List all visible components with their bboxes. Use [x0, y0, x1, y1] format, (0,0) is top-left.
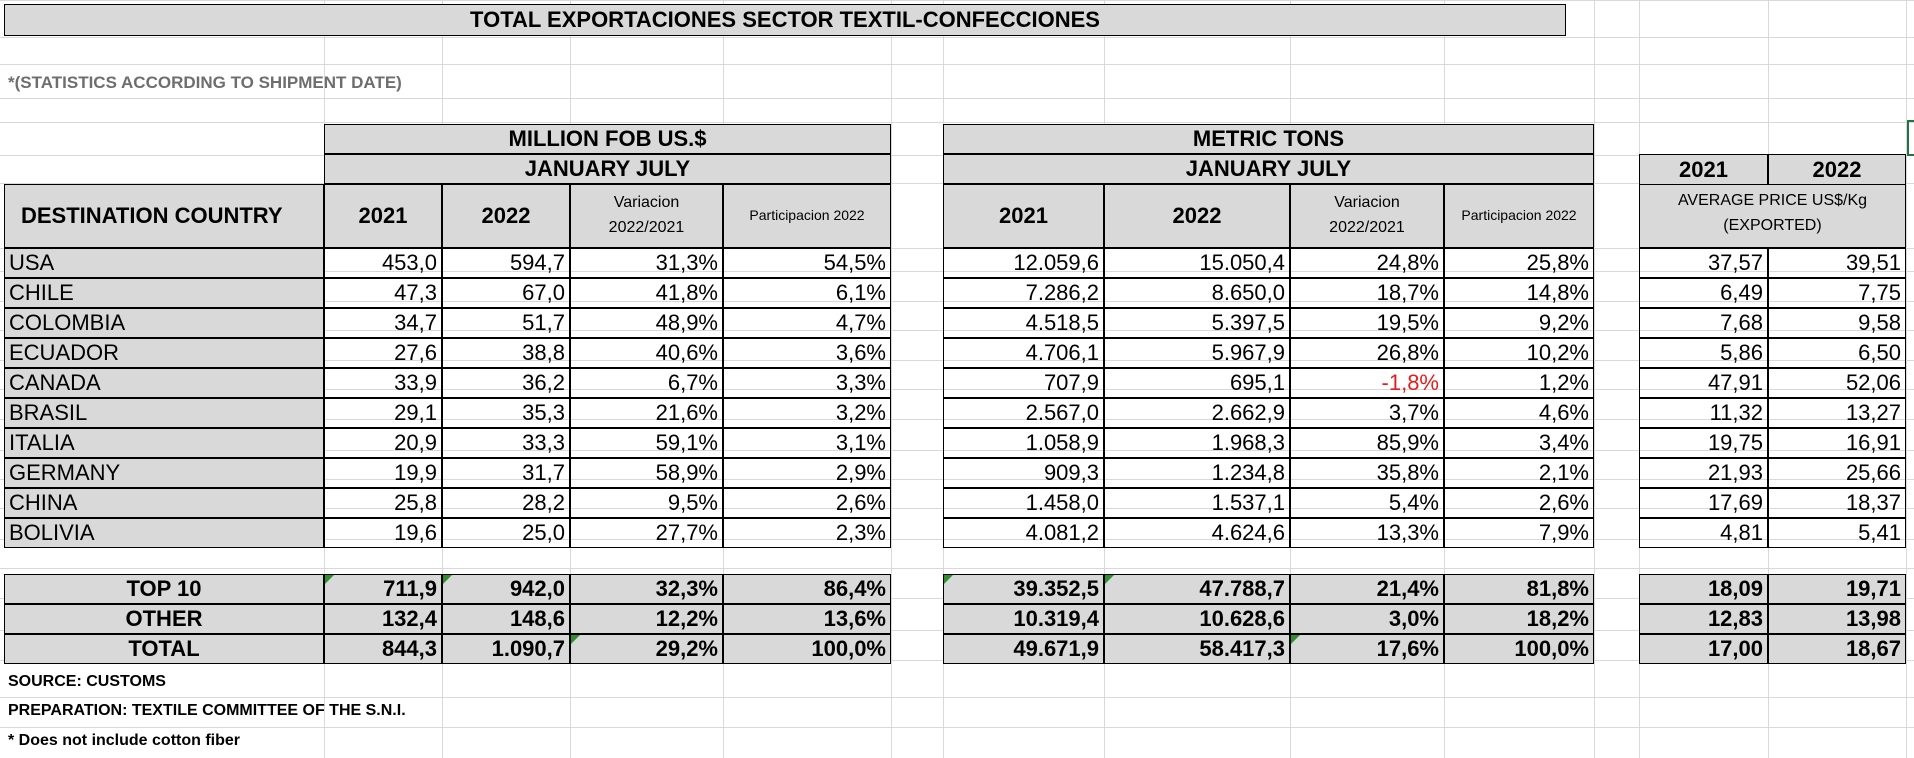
avg-total-cell[interactable]: 18,09 — [1639, 574, 1768, 604]
tons-group-header[interactable]: METRIC TONS — [943, 124, 1594, 154]
gridline-vertical — [1594, 0, 1595, 758]
avg-price-cell[interactable]: 17,69 — [1639, 488, 1768, 518]
report-title[interactable]: TOTAL EXPORTACIONES SECTOR TEXTIL-CONFECCIONES — [4, 4, 1566, 36]
avg-total-cell[interactable]: 17,00 — [1639, 634, 1768, 664]
totals-label-cell[interactable]: TOTAL — [4, 634, 324, 664]
fob-value-cell[interactable]: 67,0 — [442, 278, 570, 308]
tons-total-cell[interactable]: 49.671,9 — [943, 634, 1104, 664]
fob-value-cell[interactable]: 2,3% — [723, 518, 891, 548]
tons-value-cell[interactable]: 2,6% — [1444, 488, 1594, 518]
tons-value-cell[interactable]: 5.967,9 — [1104, 338, 1290, 368]
tons-value-cell[interactable]: 7,9% — [1444, 518, 1594, 548]
avg-price-header[interactable]: AVERAGE PRICE US$/Kg (EXPORTED) — [1639, 184, 1906, 248]
tons-value-cell[interactable]: 19,5% — [1290, 308, 1444, 338]
fob-value-cell[interactable]: 27,6 — [324, 338, 442, 368]
destination-country-header[interactable]: DESTINATION COUNTRY — [4, 184, 324, 248]
avg-price-cell[interactable]: 11,32 — [1639, 398, 1768, 428]
statistics-note[interactable]: *(STATISTICS ACCORDING TO SHIPMENT DATE) — [8, 73, 402, 92]
country-cell[interactable]: USA — [4, 248, 324, 278]
avg-total-cell[interactable]: 13,98 — [1768, 604, 1906, 634]
tons-value-cell[interactable]: 2.662,9 — [1104, 398, 1290, 428]
fob-value-cell[interactable]: 40,6% — [570, 338, 723, 368]
tons-value-cell[interactable]: 909,3 — [943, 458, 1104, 488]
fob-value-cell[interactable]: 38,8 — [442, 338, 570, 368]
fob-total-cell[interactable]: 100,0% — [723, 634, 891, 664]
fob-value-cell[interactable]: 21,6% — [570, 398, 723, 428]
fob-total-cell[interactable]: 844,3 — [324, 634, 442, 664]
tons-value-cell[interactable]: 85,9% — [1290, 428, 1444, 458]
preparation-note[interactable]: PREPARATION: TEXTILE COMMITTEE OF THE S.N.I. — [8, 702, 406, 719]
tons-total-cell[interactable]: 17,6% — [1290, 634, 1444, 664]
fob-value-cell[interactable]: 3,6% — [723, 338, 891, 368]
avg-price-cell[interactable]: 47,91 — [1639, 368, 1768, 398]
fob-total-cell[interactable]: 12,2% — [570, 604, 723, 634]
fob-value-cell[interactable]: 19,6 — [324, 518, 442, 548]
country-cell[interactable]: ECUADOR — [4, 338, 324, 368]
fob-total-cell[interactable]: 711,9 — [324, 574, 442, 604]
tons-value-cell[interactable]: 35,8% — [1290, 458, 1444, 488]
avg-total-cell[interactable]: 12,83 — [1639, 604, 1768, 634]
fob-value-cell[interactable]: 9,5% — [570, 488, 723, 518]
tons-col-header-3[interactable]: Participacion 2022 — [1444, 184, 1594, 248]
country-cell[interactable]: COLOMBIA — [4, 308, 324, 338]
tons-value-cell[interactable]: 18,7% — [1290, 278, 1444, 308]
fob-group-header[interactable]: MILLION FOB US.$ — [324, 124, 891, 154]
avg-price-cell[interactable]: 18,37 — [1768, 488, 1906, 518]
fob-value-cell[interactable]: 3,2% — [723, 398, 891, 428]
country-cell[interactable]: BOLIVIA — [4, 518, 324, 548]
avg-price-cell[interactable]: 39,51 — [1768, 248, 1906, 278]
tons-total-cell[interactable]: 39.352,5 — [943, 574, 1104, 604]
fob-value-cell[interactable]: 19,9 — [324, 458, 442, 488]
comment-indicator-icon — [1291, 635, 1300, 644]
tons-value-cell[interactable]: 26,8% — [1290, 338, 1444, 368]
avg-price-cell[interactable]: 13,27 — [1768, 398, 1906, 428]
fob-value-cell[interactable]: 29,1 — [324, 398, 442, 428]
tons-col-header-2[interactable]: Variacion 2022/2021 — [1290, 184, 1444, 248]
tons-value-cell[interactable]: -1,8% — [1290, 368, 1444, 398]
fob-total-cell[interactable]: 29,2% — [570, 634, 723, 664]
cell-selection-marker — [1907, 120, 1914, 156]
tons-value-cell[interactable]: 1.537,1 — [1104, 488, 1290, 518]
fob-value-cell[interactable]: 594,7 — [442, 248, 570, 278]
fob-value-cell[interactable]: 33,9 — [324, 368, 442, 398]
comment-indicator-icon — [944, 575, 953, 584]
tons-col-header-1[interactable]: 2022 — [1104, 184, 1290, 248]
tons-value-cell[interactable]: 1.458,0 — [943, 488, 1104, 518]
tons-total-cell[interactable]: 81,8% — [1444, 574, 1594, 604]
fob-value-cell[interactable]: 35,3 — [442, 398, 570, 428]
fob-value-cell[interactable]: 6,1% — [723, 278, 891, 308]
fob-total-cell[interactable]: 942,0 — [442, 574, 570, 604]
avg-price-cell[interactable]: 9,58 — [1768, 308, 1906, 338]
tons-value-cell[interactable]: 24,8% — [1290, 248, 1444, 278]
gridline-horizontal — [0, 0, 1914, 1]
gridline-horizontal — [0, 568, 1914, 569]
gridline-vertical — [1906, 0, 1907, 758]
fob-value-cell[interactable]: 453,0 — [324, 248, 442, 278]
gridline-vertical — [891, 0, 892, 758]
fob-total-cell[interactable]: 1.090,7 — [442, 634, 570, 664]
fob-value-cell[interactable]: 47,3 — [324, 278, 442, 308]
country-cell[interactable]: CHILE — [4, 278, 324, 308]
fob-value-cell[interactable]: 34,7 — [324, 308, 442, 338]
tons-value-cell[interactable]: 14,8% — [1444, 278, 1594, 308]
fob-value-cell[interactable]: 58,9% — [570, 458, 723, 488]
fob-value-cell[interactable]: 31,3% — [570, 248, 723, 278]
avg-price-cell[interactable]: 6,50 — [1768, 338, 1906, 368]
tons-value-cell[interactable]: 3,4% — [1444, 428, 1594, 458]
fob-value-cell[interactable]: 3,1% — [723, 428, 891, 458]
country-cell[interactable]: CANADA — [4, 368, 324, 398]
fob-value-cell[interactable]: 25,8 — [324, 488, 442, 518]
tons-value-cell[interactable]: 4.081,2 — [943, 518, 1104, 548]
tons-value-cell[interactable]: 10,2% — [1444, 338, 1594, 368]
footnote[interactable]: * Does not include cotton fiber — [8, 732, 241, 749]
fob-value-cell[interactable]: 3,3% — [723, 368, 891, 398]
gridline-horizontal — [0, 98, 1914, 99]
avg-price-cell[interactable]: 21,93 — [1639, 458, 1768, 488]
avg-price-cell[interactable]: 6,49 — [1639, 278, 1768, 308]
fob-total-cell[interactable]: 32,3% — [570, 574, 723, 604]
tons-value-cell[interactable]: 7.286,2 — [943, 278, 1104, 308]
tons-value-cell[interactable]: 15.050,4 — [1104, 248, 1290, 278]
comment-indicator-icon — [571, 635, 580, 644]
tons-value-cell[interactable]: 4,6% — [1444, 398, 1594, 428]
avg-price-cell[interactable]: 5,86 — [1639, 338, 1768, 368]
fob-col-header-1[interactable]: 2022 — [442, 184, 570, 248]
country-cell[interactable]: GERMANY — [4, 458, 324, 488]
totals-label-cell[interactable]: OTHER — [4, 604, 324, 634]
country-cell[interactable]: CHINA — [4, 488, 324, 518]
tons-value-cell[interactable]: 4.706,1 — [943, 338, 1104, 368]
fob-col-header-3[interactable]: Participacion 2022 — [723, 184, 891, 248]
comment-indicator-icon — [325, 575, 334, 584]
avg-total-cell[interactable]: 19,71 — [1768, 574, 1906, 604]
fob-value-cell[interactable]: 51,7 — [442, 308, 570, 338]
fob-col-header-2[interactable]: Variacion 2022/2021 — [570, 184, 723, 248]
avg-price-cell[interactable]: 37,57 — [1639, 248, 1768, 278]
fob-value-cell[interactable]: 20,9 — [324, 428, 442, 458]
fob-value-cell[interactable]: 25,0 — [442, 518, 570, 548]
fob-total-cell[interactable]: 86,4% — [723, 574, 891, 604]
avg-price-cell[interactable]: 19,75 — [1639, 428, 1768, 458]
gridline-horizontal — [0, 64, 1914, 65]
avg-year-2021-header[interactable]: 2021 — [1639, 154, 1768, 185]
tons-value-cell[interactable]: 1.968,3 — [1104, 428, 1290, 458]
avg-price-cell[interactable]: 52,06 — [1768, 368, 1906, 398]
tons-total-cell[interactable]: 21,4% — [1290, 574, 1444, 604]
avg-price-cell[interactable]: 25,66 — [1768, 458, 1906, 488]
tons-col-header-0[interactable]: 2021 — [943, 184, 1104, 248]
source-note[interactable]: SOURCE: CUSTOMS — [8, 673, 166, 690]
avg-price-cell[interactable]: 7,75 — [1768, 278, 1906, 308]
tons-value-cell[interactable]: 12.059,6 — [943, 248, 1104, 278]
gridline-horizontal — [0, 37, 1914, 38]
tons-total-cell[interactable]: 47.788,7 — [1104, 574, 1290, 604]
avg-price-cell[interactable]: 16,91 — [1768, 428, 1906, 458]
tons-value-cell[interactable]: 13,3% — [1290, 518, 1444, 548]
comment-indicator-icon — [1105, 575, 1114, 584]
tons-value-cell[interactable]: 5,4% — [1290, 488, 1444, 518]
tons-value-cell[interactable]: 1,2% — [1444, 368, 1594, 398]
fob-col-header-0[interactable]: 2021 — [324, 184, 442, 248]
tons-total-cell[interactable]: 58.417,3 — [1104, 634, 1290, 664]
tons-total-cell[interactable]: 100,0% — [1444, 634, 1594, 664]
fob-value-cell[interactable]: 27,7% — [570, 518, 723, 548]
fob-value-cell[interactable]: 4,7% — [723, 308, 891, 338]
tons-value-cell[interactable]: 5.397,5 — [1104, 308, 1290, 338]
tons-value-cell[interactable]: 1.058,9 — [943, 428, 1104, 458]
avg-total-cell[interactable]: 18,67 — [1768, 634, 1906, 664]
tons-period-header[interactable]: JANUARY JULY — [943, 154, 1594, 184]
tons-value-cell[interactable]: 695,1 — [1104, 368, 1290, 398]
tons-value-cell[interactable]: 25,8% — [1444, 248, 1594, 278]
tons-total-cell[interactable]: 10.628,6 — [1104, 604, 1290, 634]
tons-value-cell[interactable]: 4.624,6 — [1104, 518, 1290, 548]
comment-indicator-icon — [443, 575, 452, 584]
country-cell[interactable]: ITALIA — [4, 428, 324, 458]
tons-value-cell[interactable]: 707,9 — [943, 368, 1104, 398]
fob-value-cell[interactable]: 33,3 — [442, 428, 570, 458]
fob-value-cell[interactable]: 31,7 — [442, 458, 570, 488]
fob-value-cell[interactable]: 2,9% — [723, 458, 891, 488]
fob-value-cell[interactable]: 41,8% — [570, 278, 723, 308]
fob-period-header[interactable]: JANUARY JULY — [324, 154, 891, 184]
avg-price-cell[interactable]: 5,41 — [1768, 518, 1906, 548]
country-cell[interactable]: BRASIL — [4, 398, 324, 428]
fob-value-cell[interactable]: 48,9% — [570, 308, 723, 338]
avg-year-2022-header[interactable]: 2022 — [1768, 154, 1906, 185]
tons-value-cell[interactable]: 2,1% — [1444, 458, 1594, 488]
avg-price-cell[interactable]: 7,68 — [1639, 308, 1768, 338]
fob-value-cell[interactable]: 6,7% — [570, 368, 723, 398]
tons-value-cell[interactable]: 4.518,5 — [943, 308, 1104, 338]
fob-total-cell[interactable]: 13,6% — [723, 604, 891, 634]
totals-label-cell[interactable]: TOP 10 — [4, 574, 324, 604]
tons-total-cell[interactable]: 18,2% — [1444, 604, 1594, 634]
fob-total-cell[interactable]: 148,6 — [442, 604, 570, 634]
avg-price-cell[interactable]: 4,81 — [1639, 518, 1768, 548]
fob-total-cell[interactable]: 132,4 — [324, 604, 442, 634]
tons-value-cell[interactable]: 9,2% — [1444, 308, 1594, 338]
tons-value-cell[interactable]: 1.234,8 — [1104, 458, 1290, 488]
tons-total-cell[interactable]: 10.319,4 — [943, 604, 1104, 634]
tons-value-cell[interactable]: 2.567,0 — [943, 398, 1104, 428]
tons-total-cell[interactable]: 3,0% — [1290, 604, 1444, 634]
fob-value-cell[interactable]: 54,5% — [723, 248, 891, 278]
fob-value-cell[interactable]: 2,6% — [723, 488, 891, 518]
fob-value-cell[interactable]: 59,1% — [570, 428, 723, 458]
tons-value-cell[interactable]: 8.650,0 — [1104, 278, 1290, 308]
fob-value-cell[interactable]: 36,2 — [442, 368, 570, 398]
fob-value-cell[interactable]: 28,2 — [442, 488, 570, 518]
tons-value-cell[interactable]: 3,7% — [1290, 398, 1444, 428]
gridline-horizontal — [0, 122, 1914, 123]
